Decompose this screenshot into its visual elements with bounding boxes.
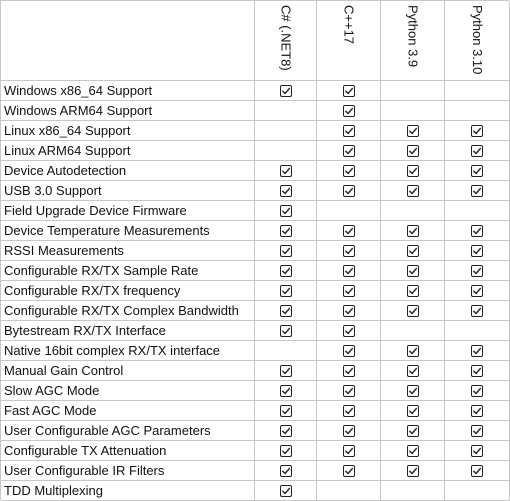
support-cell [445, 421, 510, 441]
checked-checkbox-icon [407, 345, 419, 357]
checked-checkbox-icon [280, 325, 292, 337]
support-cell [381, 161, 445, 181]
checked-checkbox-icon [407, 225, 419, 237]
checked-checkbox-icon [280, 265, 292, 277]
support-cell [381, 201, 445, 221]
checked-checkbox-icon [343, 445, 355, 457]
support-cell [317, 161, 381, 181]
checked-checkbox-icon [407, 445, 419, 457]
feature-label: Windows x86_64 Support [1, 81, 255, 101]
support-cell [317, 281, 381, 301]
support-cell [381, 441, 445, 461]
feature-label: Bytestream RX/TX Interface [1, 321, 255, 341]
column-header [255, 1, 317, 81]
support-cell [255, 321, 317, 341]
checked-checkbox-icon [343, 85, 355, 97]
support-cell [255, 441, 317, 461]
support-cell [381, 181, 445, 201]
support-cell [317, 81, 381, 101]
support-cell [317, 441, 381, 461]
support-cell [255, 281, 317, 301]
feature-label: Device Temperature Measurements [1, 221, 255, 241]
feature-label: Linux ARM64 Support [1, 141, 255, 161]
support-cell [445, 81, 510, 101]
support-cell [445, 341, 510, 361]
support-cell [445, 321, 510, 341]
support-cell [255, 401, 317, 421]
checked-checkbox-icon [407, 465, 419, 477]
support-cell [317, 381, 381, 401]
checked-checkbox-icon [471, 365, 483, 377]
checked-checkbox-icon [471, 445, 483, 457]
checked-checkbox-icon [343, 185, 355, 197]
checked-checkbox-icon [471, 185, 483, 197]
support-cell [381, 221, 445, 241]
checked-checkbox-icon [471, 345, 483, 357]
support-cell [381, 381, 445, 401]
checked-checkbox-icon [471, 125, 483, 137]
support-cell [317, 241, 381, 261]
support-cell [445, 441, 510, 461]
checked-checkbox-icon [407, 125, 419, 137]
column-header-label: C++17 [341, 5, 357, 45]
checked-checkbox-icon [280, 365, 292, 377]
checked-checkbox-icon [343, 145, 355, 157]
checked-checkbox-icon [343, 225, 355, 237]
checked-checkbox-icon [343, 125, 355, 137]
checked-checkbox-icon [343, 465, 355, 477]
checked-checkbox-icon [280, 425, 292, 437]
feature-label: Windows ARM64 Support [1, 101, 255, 121]
header-corner-cell [1, 1, 255, 81]
support-cell [445, 281, 510, 301]
column-header-label: C# (.NET8) [278, 5, 294, 71]
support-cell [381, 481, 445, 501]
checked-checkbox-icon [407, 405, 419, 417]
support-cell [381, 421, 445, 441]
checked-checkbox-icon [471, 425, 483, 437]
column-header-label: Python 3.9 [405, 5, 421, 68]
checked-checkbox-icon [407, 385, 419, 397]
feature-label: USB 3.0 Support [1, 181, 255, 201]
support-cell [255, 461, 317, 481]
support-cell [255, 301, 317, 321]
checked-checkbox-icon [280, 205, 292, 217]
feature-label: User Configurable IR Filters [1, 461, 255, 481]
support-cell [255, 361, 317, 381]
support-cell [255, 421, 317, 441]
support-cell [317, 181, 381, 201]
support-cell [255, 121, 317, 141]
checked-checkbox-icon [280, 85, 292, 97]
support-cell [445, 301, 510, 321]
feature-label: Device Autodetection [1, 161, 255, 181]
support-cell [381, 121, 445, 141]
checked-checkbox-icon [280, 485, 292, 497]
checked-checkbox-icon [280, 285, 292, 297]
checked-checkbox-icon [280, 165, 292, 177]
support-cell [381, 241, 445, 261]
checked-checkbox-icon [407, 425, 419, 437]
support-cell [445, 261, 510, 281]
checked-checkbox-icon [471, 305, 483, 317]
support-cell [255, 81, 317, 101]
support-cell [445, 461, 510, 481]
support-cell [381, 321, 445, 341]
feature-label: Configurable RX/TX frequency [1, 281, 255, 301]
support-cell [255, 341, 317, 361]
checked-checkbox-icon [343, 385, 355, 397]
checked-checkbox-icon [343, 425, 355, 437]
support-cell [255, 481, 317, 501]
feature-label: Field Upgrade Device Firmware [1, 201, 255, 221]
checked-checkbox-icon [471, 265, 483, 277]
support-cell [255, 221, 317, 241]
checked-checkbox-icon [343, 265, 355, 277]
support-cell [445, 141, 510, 161]
checked-checkbox-icon [280, 305, 292, 317]
feature-label: Manual Gain Control [1, 361, 255, 381]
checked-checkbox-icon [471, 465, 483, 477]
checked-checkbox-icon [343, 105, 355, 117]
support-cell [317, 221, 381, 241]
support-cell [445, 481, 510, 501]
support-cell [317, 261, 381, 281]
support-cell [445, 361, 510, 381]
checked-checkbox-icon [280, 245, 292, 257]
support-cell [381, 141, 445, 161]
support-cell [445, 201, 510, 221]
support-cell [445, 381, 510, 401]
feature-label: User Configurable AGC Parameters [1, 421, 255, 441]
column-header [445, 1, 510, 81]
feature-label: RSSI Measurements [1, 241, 255, 261]
checked-checkbox-icon [343, 325, 355, 337]
checked-checkbox-icon [343, 365, 355, 377]
feature-label: TDD Multiplexing [1, 481, 255, 501]
support-cell [317, 481, 381, 501]
support-cell [255, 381, 317, 401]
checked-checkbox-icon [280, 405, 292, 417]
support-cell [381, 81, 445, 101]
support-cell [255, 261, 317, 281]
checked-checkbox-icon [407, 285, 419, 297]
checked-checkbox-icon [407, 365, 419, 377]
support-cell [381, 401, 445, 421]
support-cell [317, 361, 381, 381]
support-cell [381, 301, 445, 321]
checked-checkbox-icon [280, 185, 292, 197]
checked-checkbox-icon [343, 305, 355, 317]
support-cell [255, 101, 317, 121]
support-cell [445, 181, 510, 201]
checked-checkbox-icon [407, 165, 419, 177]
support-cell [317, 121, 381, 141]
checked-checkbox-icon [471, 165, 483, 177]
support-cell [317, 201, 381, 221]
checked-checkbox-icon [343, 405, 355, 417]
column-header-label: Python 3.10 [470, 5, 485, 75]
support-cell [255, 201, 317, 221]
checked-checkbox-icon [343, 285, 355, 297]
feature-label: Fast AGC Mode [1, 401, 255, 421]
support-cell [317, 461, 381, 481]
support-cell [445, 241, 510, 261]
checked-checkbox-icon [407, 265, 419, 277]
support-cell [381, 461, 445, 481]
checked-checkbox-icon [343, 345, 355, 357]
checked-checkbox-icon [407, 305, 419, 317]
support-cell [317, 101, 381, 121]
support-cell [445, 221, 510, 241]
checked-checkbox-icon [471, 285, 483, 297]
support-cell [317, 301, 381, 321]
support-cell [381, 101, 445, 121]
checked-checkbox-icon [280, 385, 292, 397]
checked-checkbox-icon [471, 225, 483, 237]
support-cell [381, 341, 445, 361]
support-cell [381, 281, 445, 301]
column-header [381, 1, 445, 81]
checked-checkbox-icon [471, 245, 483, 257]
feature-label: Configurable RX/TX Sample Rate [1, 261, 255, 281]
support-cell [255, 141, 317, 161]
support-cell [381, 361, 445, 381]
feature-label: Configurable TX Attenuation [1, 441, 255, 461]
checked-checkbox-icon [407, 185, 419, 197]
support-cell [255, 161, 317, 181]
checked-checkbox-icon [407, 145, 419, 157]
checked-checkbox-icon [280, 465, 292, 477]
checked-checkbox-icon [471, 145, 483, 157]
support-cell [445, 121, 510, 141]
support-cell [445, 101, 510, 121]
support-cell [255, 241, 317, 261]
checked-checkbox-icon [471, 385, 483, 397]
support-cell [381, 261, 445, 281]
checked-checkbox-icon [471, 405, 483, 417]
support-cell [317, 401, 381, 421]
checked-checkbox-icon [280, 225, 292, 237]
feature-label: Native 16bit complex RX/TX interface [1, 341, 255, 361]
support-cell [255, 181, 317, 201]
feature-label: Linux x86_64 Support [1, 121, 255, 141]
feature-label: Configurable RX/TX Complex Bandwidth [1, 301, 255, 321]
checked-checkbox-icon [280, 445, 292, 457]
support-cell [317, 341, 381, 361]
support-cell [445, 401, 510, 421]
support-cell [317, 321, 381, 341]
support-cell [317, 141, 381, 161]
checked-checkbox-icon [343, 245, 355, 257]
support-cell [445, 161, 510, 181]
support-cell [317, 421, 381, 441]
checked-checkbox-icon [407, 245, 419, 257]
feature-label: Slow AGC Mode [1, 381, 255, 401]
checked-checkbox-icon [343, 165, 355, 177]
column-header [317, 1, 381, 81]
